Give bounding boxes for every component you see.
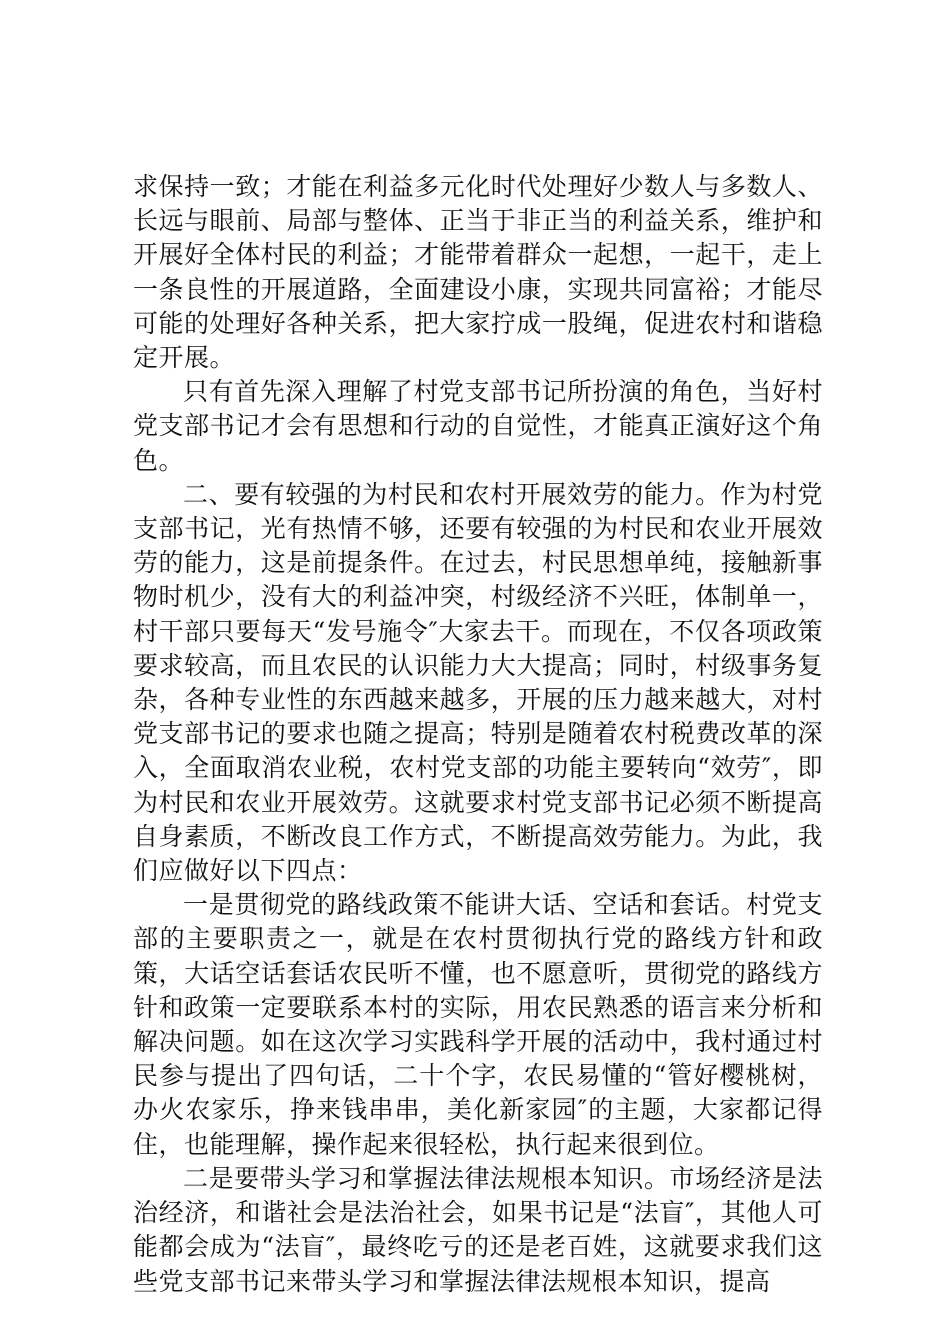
paragraph-1: 求保持一致；才能在利益多元化时代处理好少数人与多数人、长远与眼前、局部与整体、正当于非正当的利益关系，维护和开展好全体村民的利益；才能带着群众一起想，一起干，走上一条良性的开展道路，全面建设小康，实现共同富裕；才能尽可能的处理好各种关系，把大家拧成一股绳，促进农村和谐稳定开展。: [133, 172, 823, 373]
paragraph-4: 一是贯彻党的路线政策不能讲大话、空话和套话。村党支部的主要职责之一，就是在农村贯彻执行党的路线方针和政策，大话空话套话农民听不懂，也不愿意听，贯彻党的路线方针和政策一定要联系本村的实际，用农民熟悉的语言来分析和解决问题。如在这次学习实践科学开展的活动中，我村通过村民参与提出了四句话，二十个字，农民易懂的“管好樱桃树，办火农家乐，挣来钱串串，美化新家园″的主题，大家都记得住，也能理解，操作起来很轻松，执行起来很到位。: [133, 890, 823, 1159]
paragraph-5: 二是要带头学习和掌握法律法规根本知识。市场经济是法治经济，和谐社会是法治社会，如果书记是“法盲″，其他人可能都会成为“法盲″，最终吃亏的还是老百姓，这就要求我们这些党支部书记来带头学习和掌握法律法规根本知识，提高: [133, 1163, 823, 1296]
paragraph-3: 二、要有较强的为村民和农村开展效劳的能力。作为村党支部书记，光有热情不够，还要有较强的为村民和农业开展效劳的能力，这是前提条件。在过去，村民思想单纯，接触新事物时机少，没有大的利益冲突，村级经济不兴旺，体制单一，村干部只要每天“发号施令″大家去干。而现在，不仅各项政策要求较高，而且农民的认识能力大大提高；同时，村级事务复杂，各种专业性的东西越来越多，开展的压力越来越大，对村党支部书记的要求也随之提高；特别是随着农村税费改革的深入，全面取消农业税，农村党支部的功能主要转向“效劳″，即为村民和农业开展效劳。这就要求村党支部书记必须不断提高自身素质，不断改良工作方式，不断提高效劳能力。为此，我们应做好以下四点：: [133, 479, 823, 886]
document-body: [133, 170, 823, 1299]
paragraph-2: 只有首先深入理解了村党支部书记所扮演的角色，当好村党支部书记才会有思想和行动的自觉性，才能真正演好这个角色。: [133, 377, 823, 475]
